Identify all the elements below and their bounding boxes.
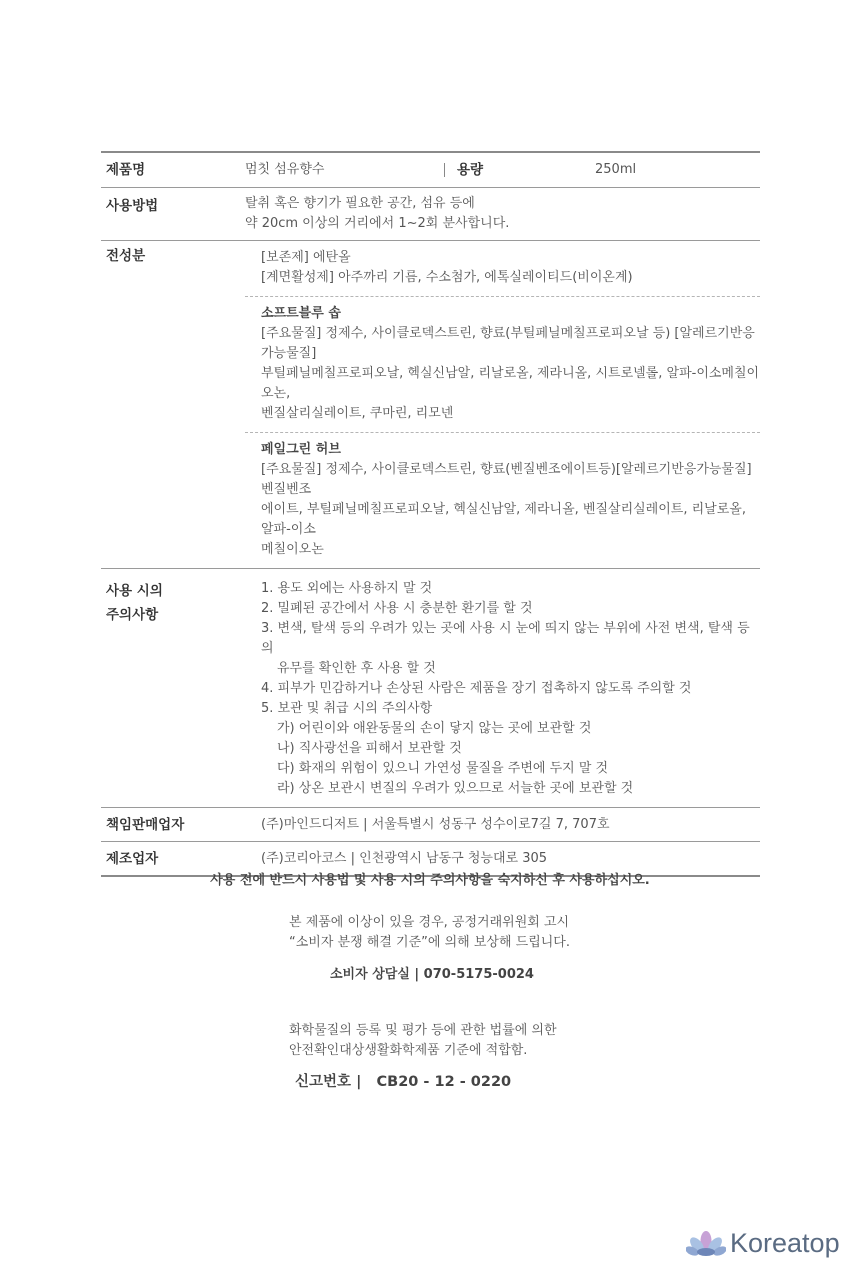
ingredients-common-block [245, 241, 760, 296]
ingredient-line: 부틸페닐메칠프로피오날, 헥실신남알, 리날로올, 제라니올, 시트로넬롤, 알파-이소메칠이오논, [261, 366, 760, 401]
variant-block [245, 296, 760, 432]
ingredient-line: 메칠이오논 [261, 542, 324, 557]
ingredient-line: [주요물질] 정제수, 사이클로덱스트린, 향료(부틸페닐메칠프로피오날 등) [알레르기반응가능물질] [261, 326, 755, 361]
caution-list [245, 579, 760, 799]
compensation-line: 본 제품에 이상이 있을 경우, 공정거래위원회 고시 [289, 915, 570, 930]
variant-title: 소프트블루 솝 [261, 306, 341, 321]
ingredients-row [101, 241, 760, 569]
compensation-line: “소비자 분쟁 해결 기준”에 의해 보상해 드립니다. [289, 935, 570, 950]
maker-label: 제조업자 [106, 850, 159, 867]
volume-label: 용량 [457, 162, 484, 178]
caution-item: 유무를 확인한 후 사용 할 것 [277, 661, 436, 676]
compensation-notice [289, 913, 570, 953]
usage-line: 약 20cm 이상의 거리에서 1~2회 분사합니다. [245, 216, 510, 231]
ingredients-label: 전성분 [106, 248, 146, 264]
caution-subitem: 나) 직사광선을 피해서 보관할 것 [277, 741, 462, 756]
caution-item: 4. 피부가 민감하거나 손상된 사람은 제품을 장기 접촉하지 않도록 주의할 것 [261, 681, 692, 696]
usage-row [101, 188, 760, 241]
lotus-icon [686, 1230, 726, 1258]
seller-value: (주)마인드디저트 | 서울특별시 성동구 성수이로7길 7, 707호 [261, 816, 610, 832]
brand-logo [686, 1228, 840, 1259]
usage-line: 탈취 혹은 향기가 필요한 공간, 섬유 등에 [245, 196, 475, 211]
ingredient-line: [계면활성제] 아주까리 기름, 수소첨가, 에톡실레이티드(비이온계) [261, 270, 633, 285]
divider [444, 163, 445, 177]
volume-value: 250ml [595, 162, 637, 177]
usage-label: 사용방법 [106, 198, 159, 214]
ingredient-line: 에이트, 부틸페닐메칠프로피오날, 헥실신남알, 제라니올, 벤질살리실레이트, 리날로올, 알파-이소 [261, 502, 746, 537]
brand-name: Koreatop [730, 1228, 840, 1258]
caution-label-line: 주의사항 [106, 607, 159, 623]
maker-value: (주)코리아코스 | 인천광역시 남동구 청능대로 305 [261, 850, 548, 866]
seller-label: 책임판매업자 [106, 816, 185, 833]
ingredient-line: [주요물질] 정제수, 사이클로덱스트린, 향료(벤질벤조에이트등)[알레르기반응가능물질] 벤질벤조 [261, 462, 752, 497]
caution-label [101, 579, 245, 799]
caution-label-line: 사용 시의 [106, 583, 163, 599]
ingredient-line: 벤질살리실레이트, 쿠마린, 리모넨 [261, 406, 454, 421]
product-name-label: 제품명 [106, 162, 146, 178]
caution-row [101, 569, 760, 808]
variant-block [245, 432, 760, 568]
caution-item: 3. 변색, 탈색 등의 우려가 있는 곳에 사용 시 눈에 띄지 않는 부위에 사전 변색, 탈색 등의 [261, 621, 750, 656]
product-name-row [101, 153, 760, 188]
consumer-contact: 소비자 상담실 | 070-5175-0024 [330, 967, 534, 982]
product-info-table [101, 151, 760, 877]
ingredient-line: [보존제] 에탄올 [261, 250, 351, 265]
law-line: 화학물질의 등록 및 평가 등에 관한 법률에 의한 [289, 1023, 557, 1038]
law-line: 안전확인대상생활화학제품 기준에 적합함. [289, 1043, 528, 1058]
caution-subitem: 라) 상온 보관시 변질의 우려가 있으므로 서늘한 곳에 보관할 것 [277, 781, 634, 796]
seller-row [101, 808, 760, 842]
variant-title: 페일그린 허브 [261, 442, 341, 457]
law-notice [289, 1021, 557, 1061]
caution-subitem: 다) 화재의 위험이 있으니 가연성 물질을 주변에 두지 말 것 [277, 761, 609, 776]
product-name-value: 멈칫 섬유향수 [245, 162, 325, 177]
registration-number: 신고번호 | CB20 - 12 - 0220 [295, 1074, 512, 1090]
caution-item: 5. 보관 및 취급 시의 주의사항 [261, 701, 433, 716]
caution-item: 1. 용도 외에는 사용하지 말 것 [261, 581, 433, 596]
caution-item: 2. 밀폐된 공간에서 사용 시 충분한 환기를 할 것 [261, 601, 533, 616]
caution-subitem: 가) 어린이와 애완동물의 손이 닿지 않는 곳에 보관할 것 [277, 721, 592, 736]
usage-notice: 사용 전에 반드시 사용법 및 사용 시의 주의사항을 숙지하신 후 사용하십시오. [210, 873, 650, 888]
